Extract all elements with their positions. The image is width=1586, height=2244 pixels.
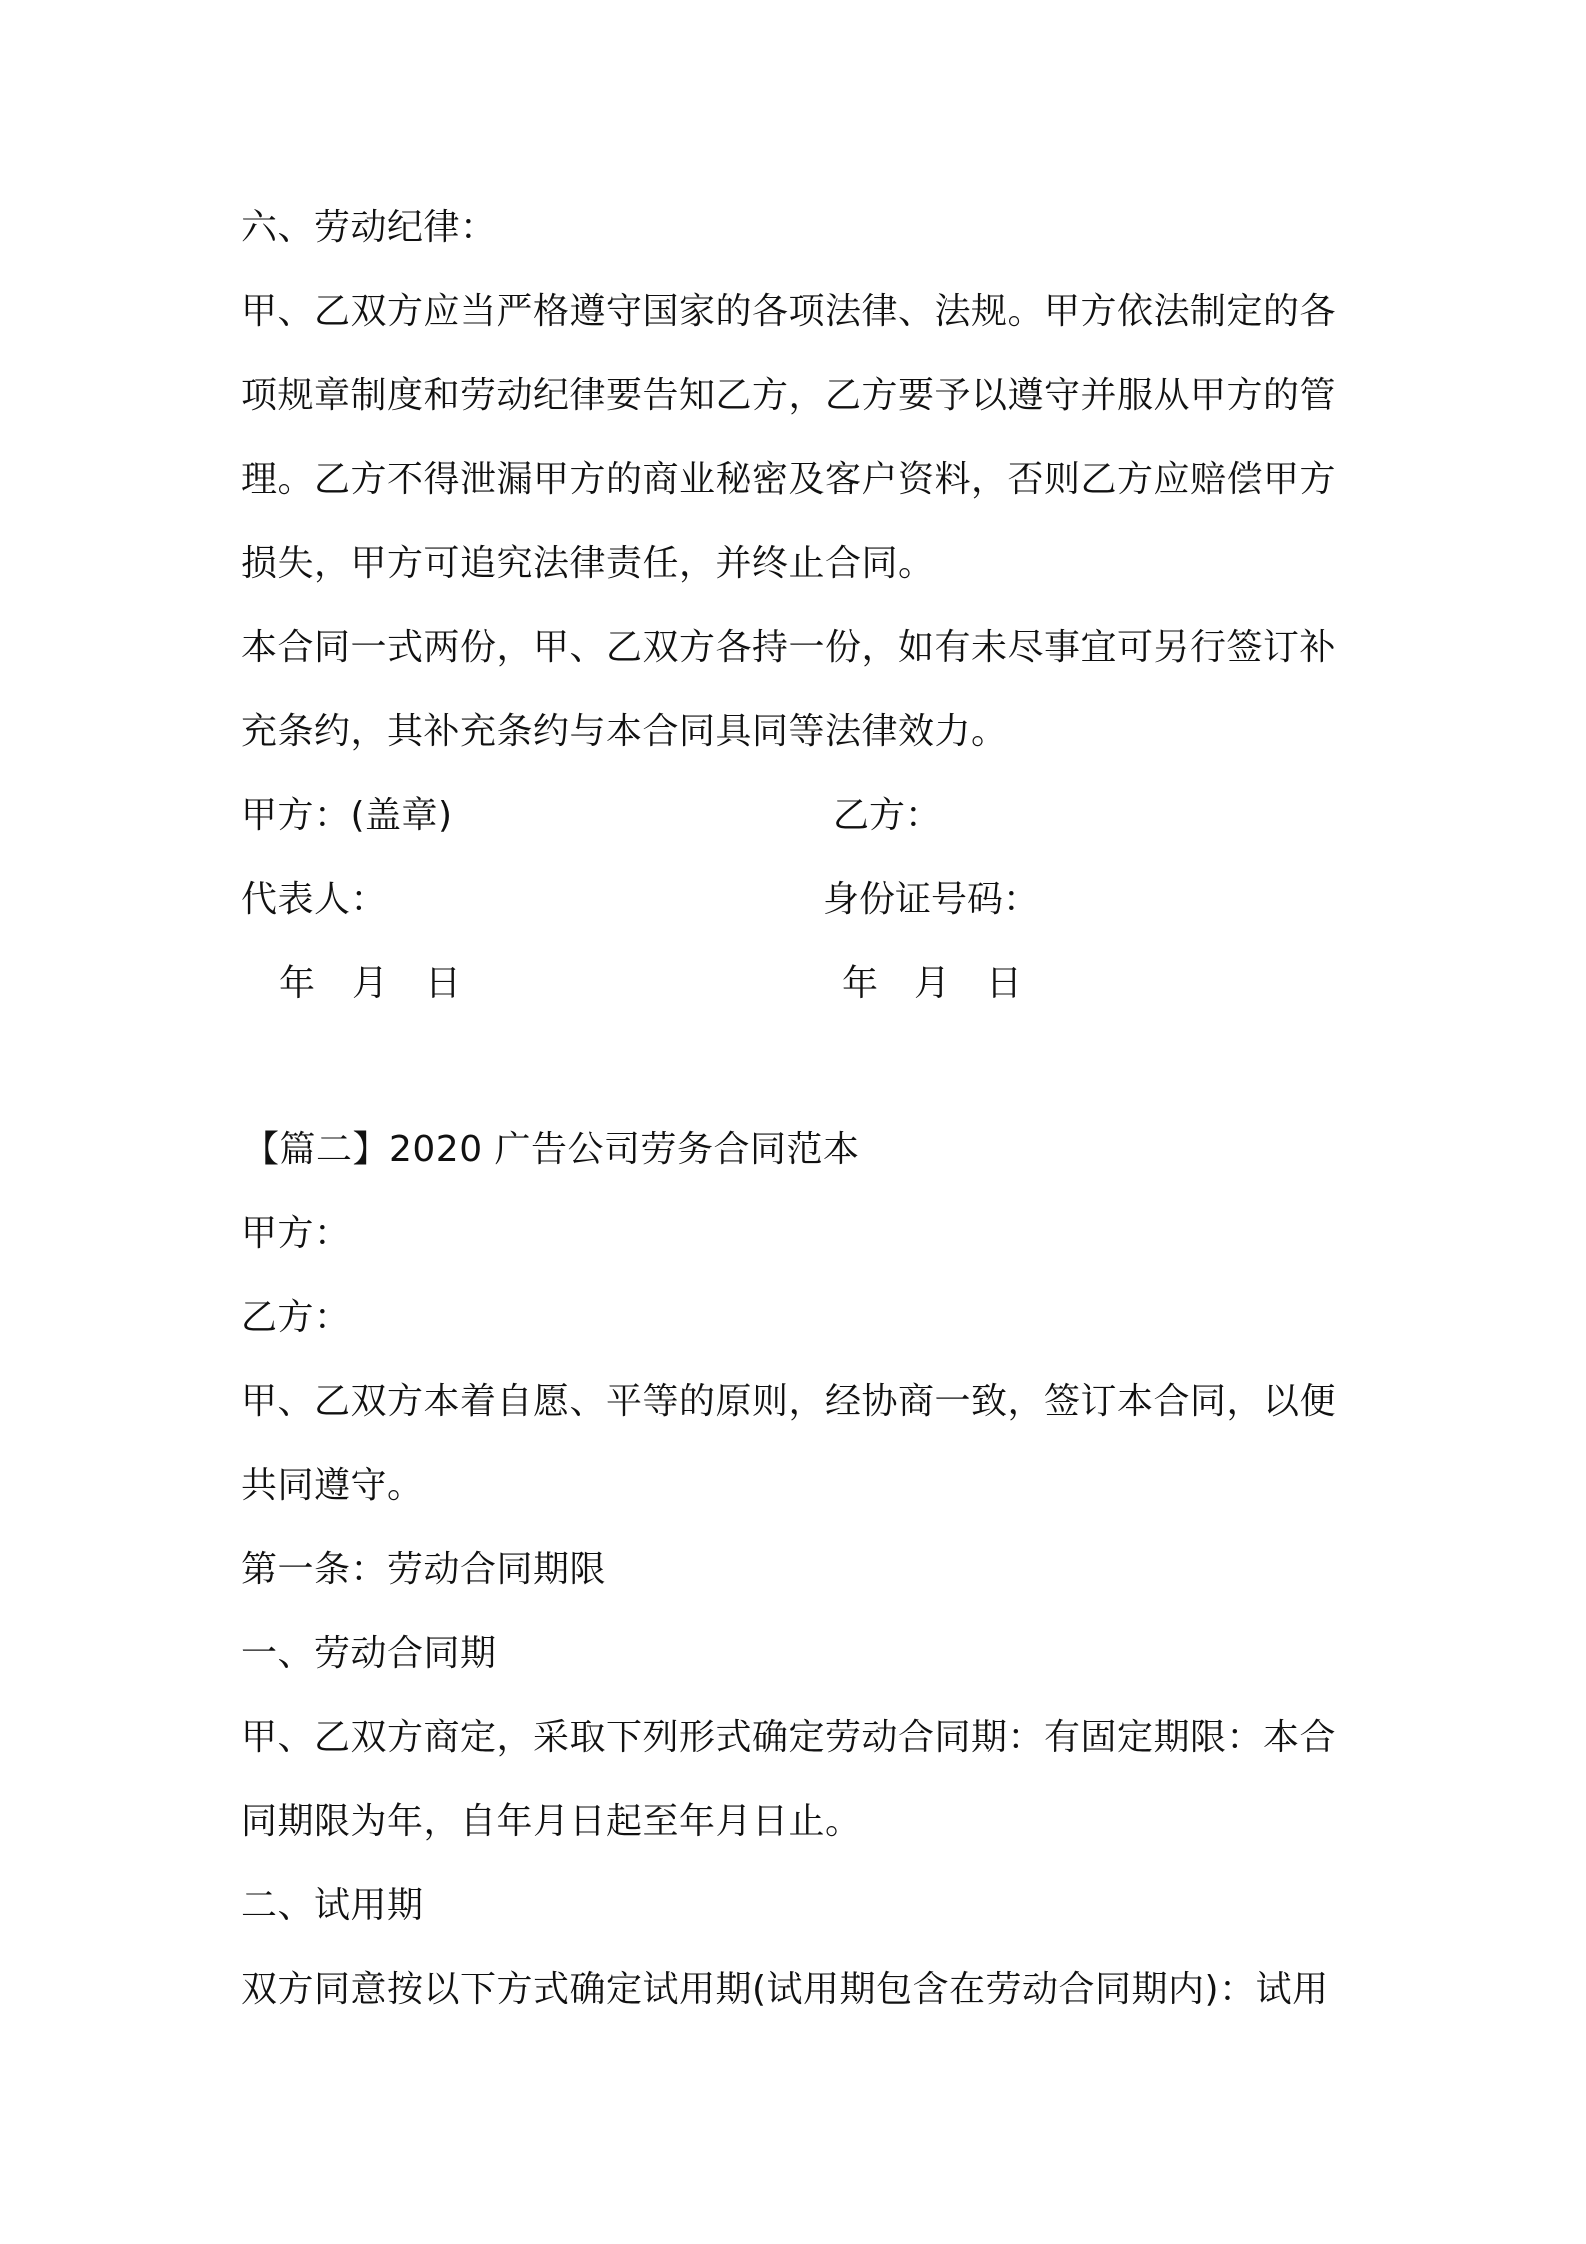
article-heading: 第一条：劳动合同期限 [241,1549,607,1590]
paragraph-line: 损失，甲方可追究法律责任，并终止合同。 [241,543,935,584]
representative-label: 代表人： [241,879,388,920]
id-number-label: 身份证号码： [823,879,1040,920]
paragraph-line: 同期限为年，自年月日起至年月日止。 [241,1801,862,1842]
party-a-label: 甲方： [241,1213,351,1254]
item-heading: 二、试用期 [241,1885,424,1926]
paragraph-line: 本合同一式两份，甲、乙双方各持一份，如有未尽事宜可另行签订补 [241,627,1337,668]
paragraph-line: 甲、乙双方本着自愿、平等的原则，经协商一致，签订本合同，以便 [241,1381,1337,1422]
date-b: 年 月 日 [842,963,1023,1004]
paragraph-line: 项规章制度和劳动纪律要告知乙方，乙方要予以遵守并服从甲方的管 [241,375,1337,416]
date-a: 年 月 日 [279,963,462,1004]
part2-title: 【篇二】2020 广告公司劳务合同范本 [243,1129,860,1170]
party-b-signature: 乙方： [833,795,942,836]
section-heading: 六、劳动纪律： [241,207,497,248]
item-heading: 一、劳动合同期 [241,1633,497,1674]
paragraph-line: 甲、乙双方商定，采取下列形式确定劳动合同期：有固定期限：本合 [241,1717,1337,1758]
paragraph-line: 双方同意按以下方式确定试用期(试用期包含在劳动合同期内)：试用 [241,1969,1329,2010]
paragraph-line: 共同遵守。 [241,1465,424,1506]
paragraph-line: 理。乙方不得泄漏甲方的商业秘密及客户资料，否则乙方应赔偿甲方 [241,459,1337,500]
paragraph-line: 甲、乙双方应当严格遵守国家的各项法律、法规。甲方依法制定的各 [241,291,1337,332]
paragraph-line: 充条约，其补充条约与本合同具同等法律效力。 [241,711,1008,752]
party-a-signature: 甲方：(盖章) [241,795,453,836]
party-b-label: 乙方： [241,1297,351,1338]
